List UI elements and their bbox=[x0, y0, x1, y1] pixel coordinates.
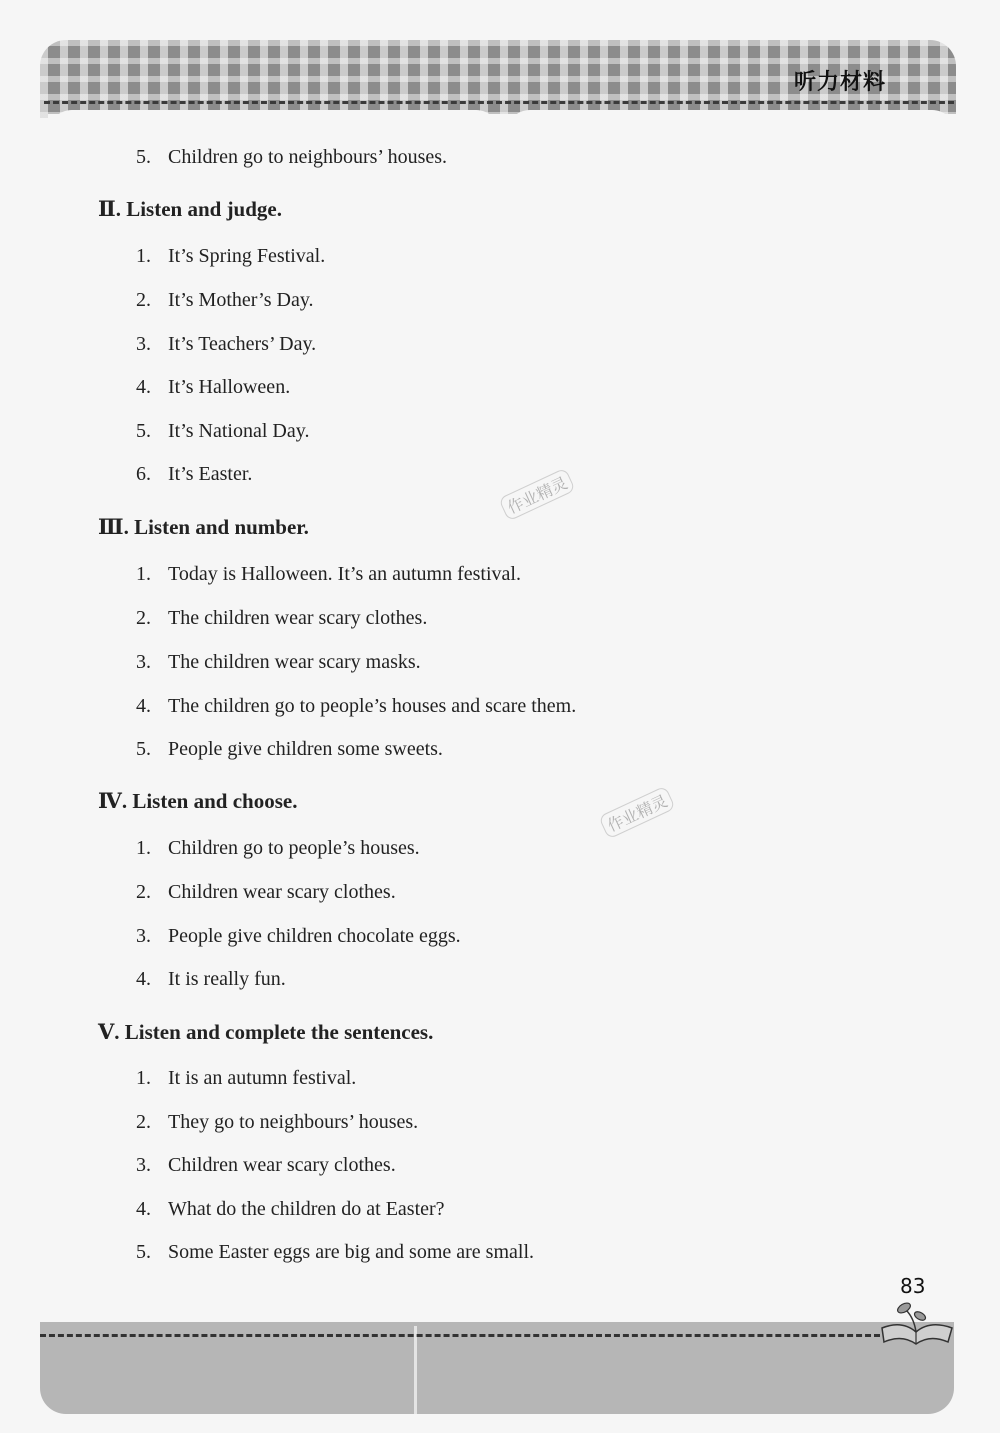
header-title: 听力材料 bbox=[793, 70, 886, 95]
list-item bbox=[136, 1111, 418, 1134]
item-number: 5. bbox=[136, 420, 151, 442]
list-item bbox=[136, 738, 443, 761]
item-text: It’s National Day. bbox=[168, 420, 310, 442]
item-text: It’s Spring Festival. bbox=[168, 245, 326, 267]
item-text: Children go to people’s houses. bbox=[168, 837, 420, 859]
list-item bbox=[136, 463, 252, 486]
list-item bbox=[136, 881, 396, 904]
footer-divider bbox=[414, 1326, 417, 1414]
footer-dashed-rule bbox=[40, 1334, 880, 1337]
page-number: 83 bbox=[900, 1274, 926, 1298]
item-text: It’s Teachers’ Day. bbox=[168, 333, 317, 355]
item-number: 5. bbox=[136, 1241, 151, 1263]
list-item bbox=[136, 651, 421, 674]
item-text: They go to neighbours’ houses. bbox=[168, 1111, 419, 1133]
section-title-complete: Ⅴ. Listen and complete the sentences. bbox=[98, 1020, 434, 1044]
item-number: 1. bbox=[136, 1067, 151, 1089]
item-number: 4. bbox=[136, 1198, 151, 1220]
item-number: 3. bbox=[136, 651, 151, 673]
list-item bbox=[136, 925, 461, 948]
list-item bbox=[136, 376, 290, 399]
item-text: It’s Mother’s Day. bbox=[168, 289, 314, 311]
list-item bbox=[136, 695, 576, 718]
item-number: 2. bbox=[136, 881, 151, 903]
list-item bbox=[136, 968, 286, 991]
list-item bbox=[136, 1241, 534, 1264]
list-item bbox=[136, 837, 420, 860]
item-text: What do the children do at Easter? bbox=[168, 1198, 445, 1220]
item-text: It’s Halloween. bbox=[168, 376, 291, 398]
item-number: 4. bbox=[136, 968, 151, 990]
item-text: The children go to people’s houses and scare them. bbox=[168, 695, 577, 717]
section-title-choose: Ⅳ. Listen and choose. bbox=[98, 789, 298, 813]
item-text: The children wear scary clothes. bbox=[168, 607, 428, 629]
list-item bbox=[136, 146, 447, 169]
watermark: 作业精灵 bbox=[598, 786, 676, 840]
item-text: Children wear scary clothes. bbox=[168, 1154, 396, 1176]
item-text: Some Easter eggs are big and some are small. bbox=[168, 1241, 534, 1263]
list-item bbox=[136, 245, 325, 268]
list-item bbox=[136, 563, 521, 586]
list-item bbox=[136, 607, 427, 630]
list-item bbox=[136, 1067, 356, 1090]
item-number: 1. bbox=[136, 245, 151, 267]
item-number: 4. bbox=[136, 376, 151, 398]
item-text: Children go to neighbours’ houses. bbox=[168, 146, 448, 168]
item-number: 2. bbox=[136, 1111, 151, 1133]
item-number: 6. bbox=[136, 463, 151, 485]
item-number: 1. bbox=[136, 563, 151, 585]
item-text: People give children some sweets. bbox=[168, 738, 443, 760]
item-number: 3. bbox=[136, 925, 151, 947]
item-number: 4. bbox=[136, 695, 151, 717]
item-number: 3. bbox=[136, 1154, 151, 1176]
list-item bbox=[136, 420, 309, 443]
item-text: People give children chocolate eggs. bbox=[168, 925, 461, 947]
header-dashed-rule bbox=[44, 101, 954, 104]
list-item bbox=[136, 1198, 445, 1221]
item-number: 2. bbox=[136, 289, 151, 311]
item-text: It is really fun. bbox=[168, 968, 286, 990]
list-item bbox=[136, 289, 314, 312]
item-text: The children wear scary masks. bbox=[168, 651, 421, 673]
item-number: 1. bbox=[136, 837, 151, 859]
item-text: It is an autumn festival. bbox=[168, 1067, 357, 1089]
section-title-judge: Ⅱ. Listen and judge. bbox=[98, 197, 282, 221]
section-title-number: Ⅲ. Listen and number. bbox=[98, 515, 309, 539]
item-number: 2. bbox=[136, 607, 151, 629]
watermark: 作业精灵 bbox=[498, 468, 576, 522]
list-item bbox=[136, 1154, 396, 1177]
list-item bbox=[136, 333, 316, 356]
item-text: Children wear scary clothes. bbox=[168, 881, 396, 903]
open-book-icon bbox=[876, 1298, 956, 1348]
item-number: 5. bbox=[136, 146, 151, 168]
item-text: Today is Halloween. It’s an autumn festival. bbox=[168, 563, 521, 585]
item-number: 3. bbox=[136, 333, 151, 355]
item-number: 5. bbox=[136, 738, 151, 760]
item-text: It’s Easter. bbox=[168, 463, 253, 485]
